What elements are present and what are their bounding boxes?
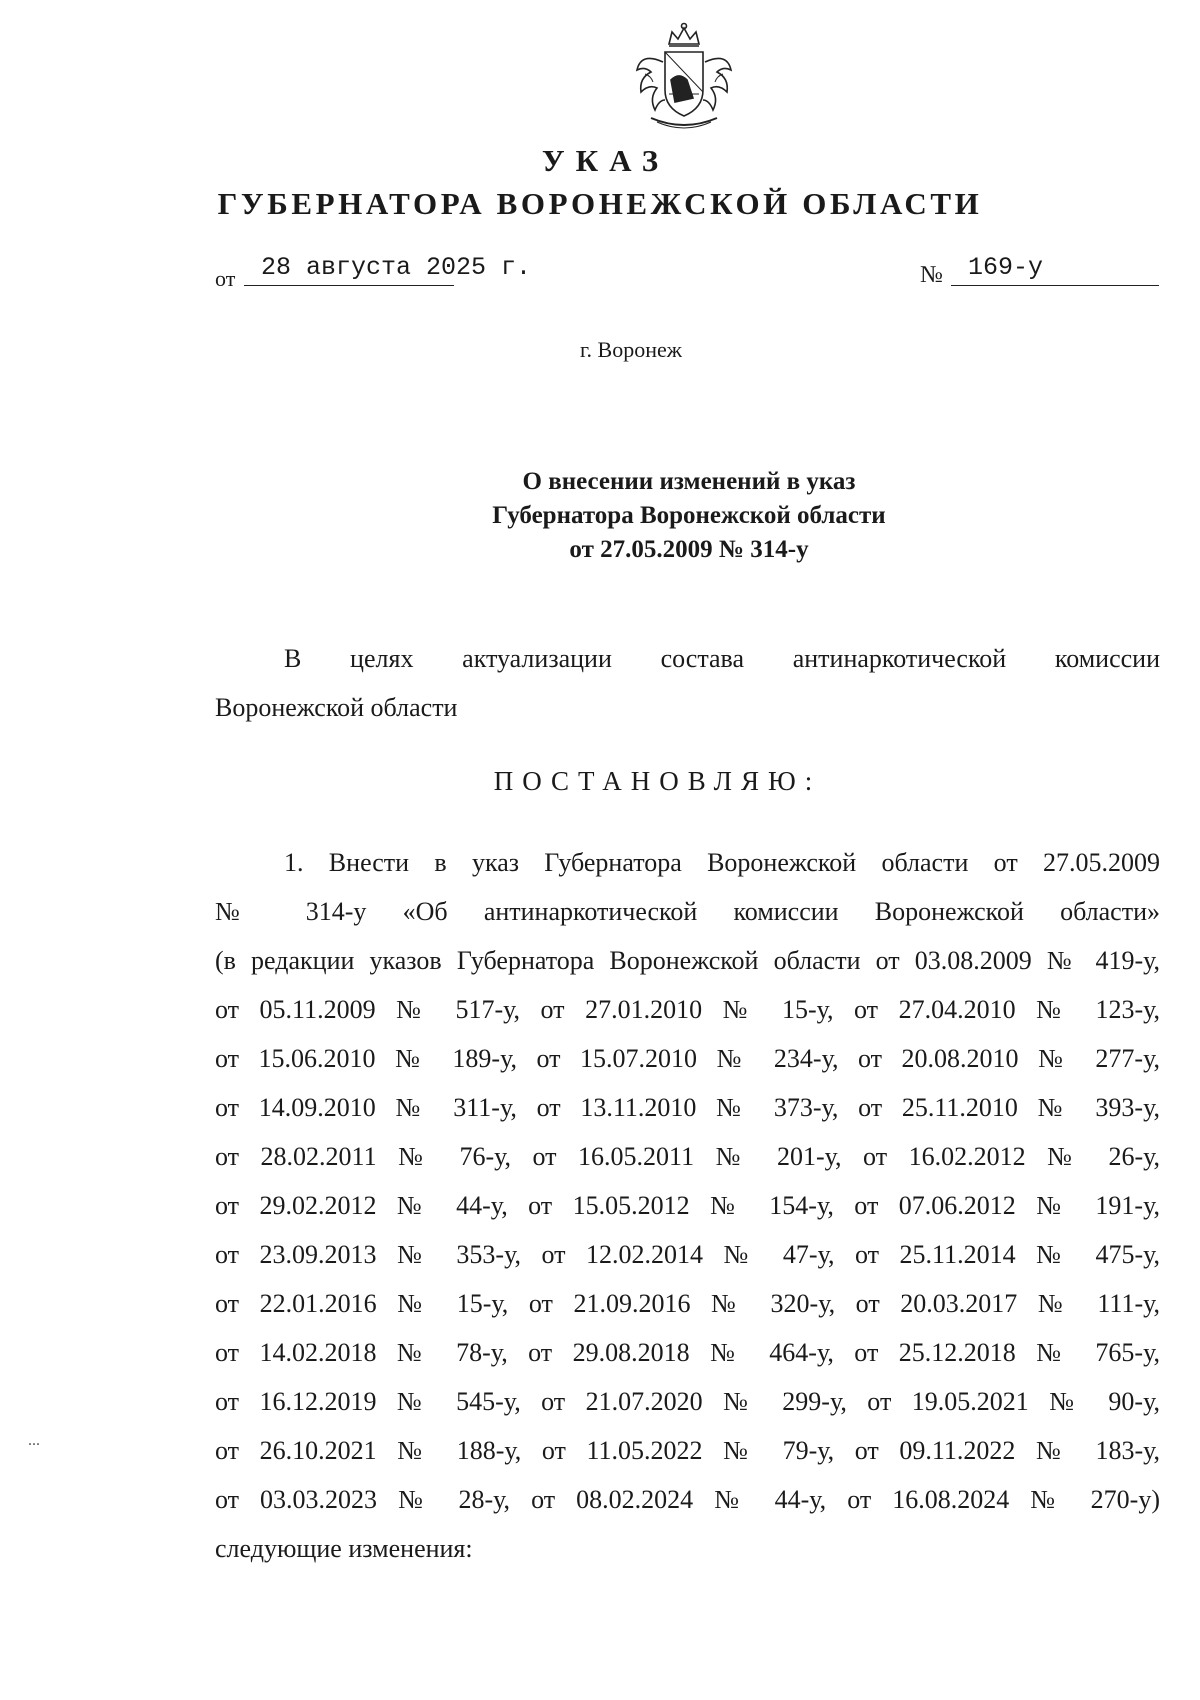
date-prefix: от — [215, 266, 236, 291]
item-line: от 29.02.2012 № 44-у, от 15.05.2012 № 154-у, от 07.06.2012 № 191-у, — [215, 1191, 1160, 1220]
item-1-paragraph — [215, 838, 1160, 1573]
date-underline — [244, 285, 454, 286]
item-line: от 26.10.2021 № 188-у, от 11.05.2022 № 79-у, от 09.11.2022 № 183-у, — [215, 1436, 1160, 1465]
preamble-line: Воронежской области — [215, 693, 458, 722]
number-sign: № — [920, 262, 943, 288]
voronezh-coat-of-arms-icon — [631, 22, 737, 134]
issuer-title: ГУБЕРНАТОРА ВОРОНЕЖСКОЙ ОБЛАСТИ — [217, 186, 983, 221]
city-label: г. Воронеж — [580, 337, 682, 362]
item-line: от 16.12.2019 № 545-у, от 21.07.2020 № 299-у, от 19.05.2021 № 90-у, — [215, 1387, 1160, 1416]
preamble-line: В целях актуализации состава антинаркотической комиссии — [284, 644, 1160, 673]
item-line: от 15.06.2010 № 189-у, от 15.07.2010 № 234-у, от 20.08.2010 № 277-у, — [215, 1044, 1160, 1073]
item-line: от 14.02.2018 № 78-у, от 29.08.2018 № 464-у, от 25.12.2018 № 765-у, — [215, 1338, 1160, 1367]
decree-keyword: ПОСТАНОВЛЯЮ: — [493, 766, 822, 796]
margin-mark: ... — [28, 1432, 40, 1449]
item-line: от 22.01.2016 № 15-у, от 21.09.2016 № 320-у, от 20.03.2017 № 111-у, — [215, 1289, 1160, 1318]
item-line: от 14.09.2010 № 311-у, от 13.11.2010 № 373-у, от 25.11.2010 № 393-у, — [215, 1093, 1160, 1122]
item-line: (в редакции указов Губернатора Воронежской области от 03.08.2009 № 419-у, — [215, 946, 1160, 975]
document-type-title: УКАЗ — [541, 143, 670, 178]
document-subject — [0, 465, 1200, 567]
item-line: 1. Внести в указ Губернатора Воронежской области от 27.05.2009 — [284, 848, 1160, 877]
number-underline — [951, 285, 1159, 286]
item-line: от 03.03.2023 № 28-у, от 08.02.2024 № 44-у, от 16.08.2024 № 270-у) — [215, 1485, 1160, 1514]
item-line: от 05.11.2009 № 517-у, от 27.01.2010 № 15-у, от 27.04.2010 № 123-у, — [215, 995, 1160, 1024]
subject-line: Губернатора Воронежской области — [492, 502, 886, 529]
subject-line: от 27.05.2009 № 314-у — [569, 536, 809, 563]
item-line: от 28.02.2011 № 76-у, от 16.05.2011 № 201-у, от 16.02.2012 № 26-у, — [215, 1142, 1160, 1171]
document-number: 169-у — [968, 253, 1044, 282]
preamble-paragraph — [215, 634, 1160, 732]
item-line: № 314-у «Об антинаркотической комиссии Воронежской области» — [215, 897, 1160, 926]
item-line: следующие изменения: — [215, 1534, 473, 1563]
document-date: 28 августа 2025 г. — [261, 253, 532, 282]
subject-line: О внесении изменений в указ — [522, 468, 856, 495]
item-line: от 23.09.2013 № 353-у, от 12.02.2014 № 47-у, от 25.11.2014 № 475-у, — [215, 1240, 1160, 1269]
